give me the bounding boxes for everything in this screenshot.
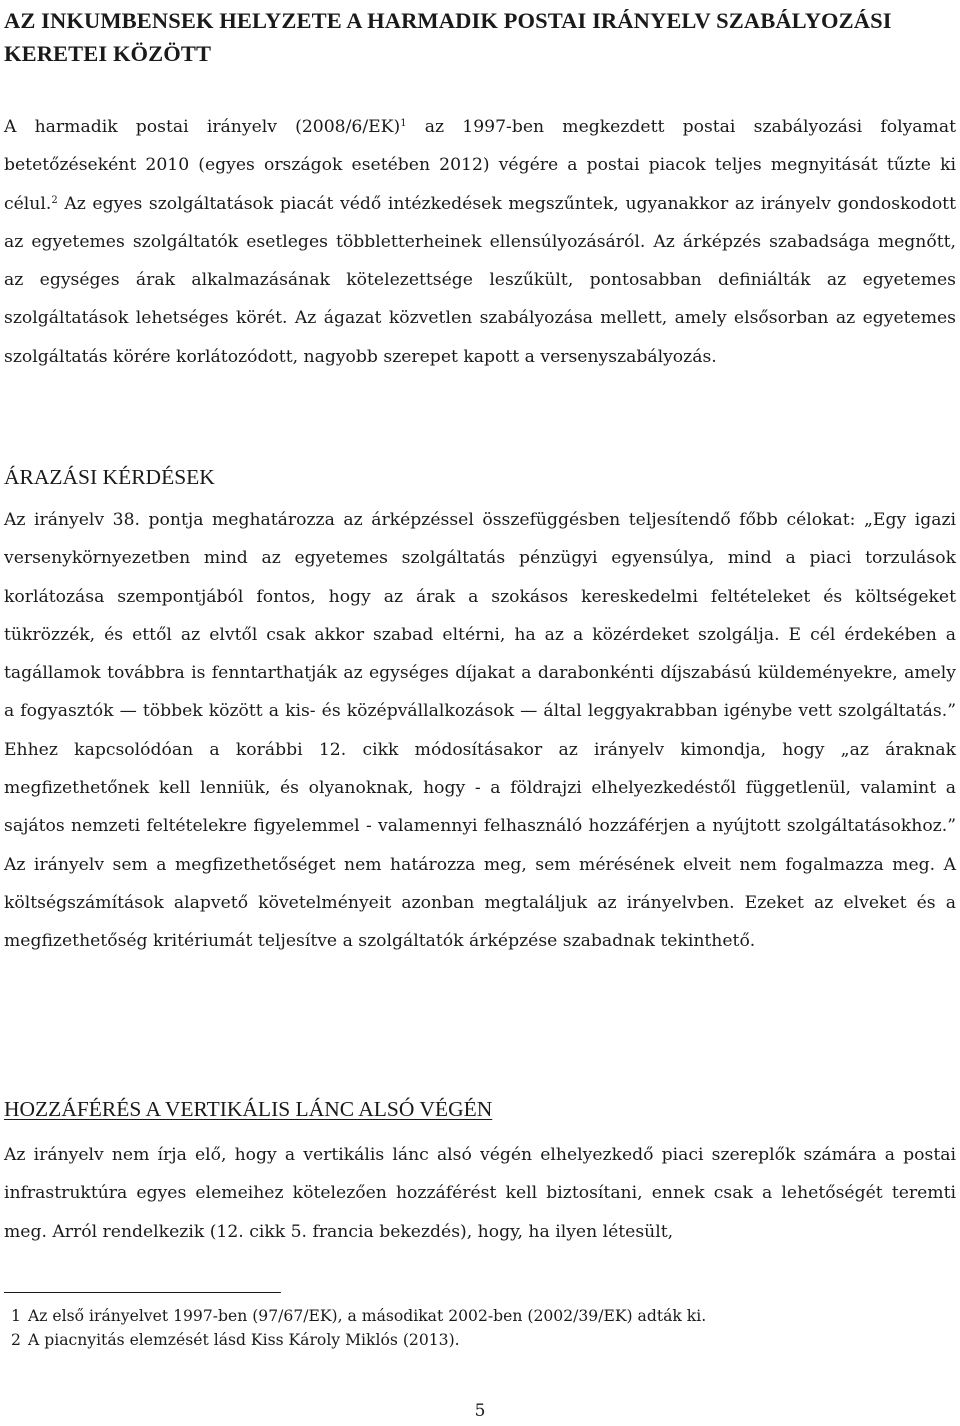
footnotes xyxy=(4,1304,956,1352)
footnote-1 xyxy=(4,1304,956,1328)
paragraph-access: Az irányelv nem írja elő, hogy a vertikális lánc alsó végén elhelyezkedő piaci szereplők számára a postai infrastruktúra egyes elemeihez kötelezően hozzáférést kell biztosítani, ennek csak a lehetőségét teremti meg. Arról rendelkezik (12. cikk 5. francia bekezdés), hogy, ha ilyen létesült, xyxy=(4,1145,956,1242)
paragraph-text: az 1997-ben megkezdett postai szabályozási folyamat betetőzéseként 2010 (egyes országok esetében 2012) végére a postai piacok teljes megnyitását tűzte ki célul. xyxy=(4,117,956,214)
paragraph-text: Az egyes szolgáltatások piacát védő intézkedések megszűntek, ugyanakkor az irányelv gondoskodott az egyetemes szolgáltatók esetleges többletterheinek ellensúlyozásáról. Az árképzés szabadsága megnőtt, az egységes árak alkalmazásának kötelezettsége leszűkült, pontosabban definiálták az egyetemes szolgáltatások lehetséges körét. Az ágazat közvetlen szabályozása mellett, amely elsősorban az egyetemes szolgáltatás körére korlátozódott, nagyobb szerepet kapott a versenyszabályozás. xyxy=(4,193,956,367)
footnote-2 xyxy=(4,1328,956,1352)
footnote-divider xyxy=(4,1292,281,1293)
footnote-number: 1 xyxy=(11,1307,21,1325)
footnote-ref-2[interactable]: 2 xyxy=(51,194,58,206)
paragraph-pricing: Az irányelv 38. pontja meghatározza az árképzéssel összefüggésben teljesítendő főbb célokat: „Egy igazi versenykörnyezetben mind az egyetemes szolgáltatás pénzügyi egyensúlya, mind a piaci torzulások korlátozása szempontjából fontos, hogy az árak a szokásos kereskedelmi feltételeket és költségeket tükrözzék, és ettől az elvtől csak akkor szabad eltérni, ha az a közérdeket szolgálja. E cél érdekében a tagállamok továbbra is fenntarthatják az egységes díjakat a darabonkénti díjszabású küldeményekre, amely a fogyasztók — többek között a kis- és középvállalkozások — által leggyakrabban igénybe vett szolgáltatás.” Ehhez kapcsolódóan a korábbi 12. cikk módosításakor az irányelv kimondja, hogy „az áraknak megfizethetőnek kell lenniük, és olyanoknak, hogy - a földrajzi elhelyezkedéstől függetlenül, valamint a sajátos nemzeti feltételekre figyelemmel - valamennyi felhasználó hozzáférjen a nyújtott szolgáltatásokhoz.” Az irányelv sem a megfizethetőséget nem határozza meg, sem mérésének elveit nem fogalmazza meg. A költségszámítások alapvető követelményeit azonban megtaláljuk az irányelvben. Ezeket az elveket és a megfizethetőség kritériumát teljesítve a szolgáltatók árképzése szabadnak tekinthető. xyxy=(4,510,956,952)
section-heading-access: HOZZÁFÉRÉS A VERTIKÁLIS LÁNC ALSÓ VÉGÉN xyxy=(4,1097,493,1121)
paragraph-text: A harmadik postai irányelv (2008/6/EK) xyxy=(4,117,401,137)
footnote-ref-1[interactable]: 1 xyxy=(400,118,407,129)
page-number: 5 xyxy=(474,1401,486,1421)
section-heading-pricing: ÁRAZÁSI KÉRDÉSEK xyxy=(4,465,215,489)
paragraph-directive-overview xyxy=(4,108,956,376)
footnote-number: 2 xyxy=(11,1331,21,1349)
footnote-text: Az első irányelvet 1997-ben (97/67/EK), a másodikat 2002-ben (2002/39/EK) adták ki. xyxy=(28,1307,707,1325)
document-page xyxy=(4,0,956,1426)
footnote-text: A piacnyitás elemzését lásd Kiss Károly Miklós (2013). xyxy=(28,1331,460,1349)
section-heading-incumbents: AZ INKUMBENSEK HELYZETE A HARMADIK POSTAI IRÁNYELV SZABÁLYOZÁSI KERETEI KÖZÖTT xyxy=(4,8,892,66)
